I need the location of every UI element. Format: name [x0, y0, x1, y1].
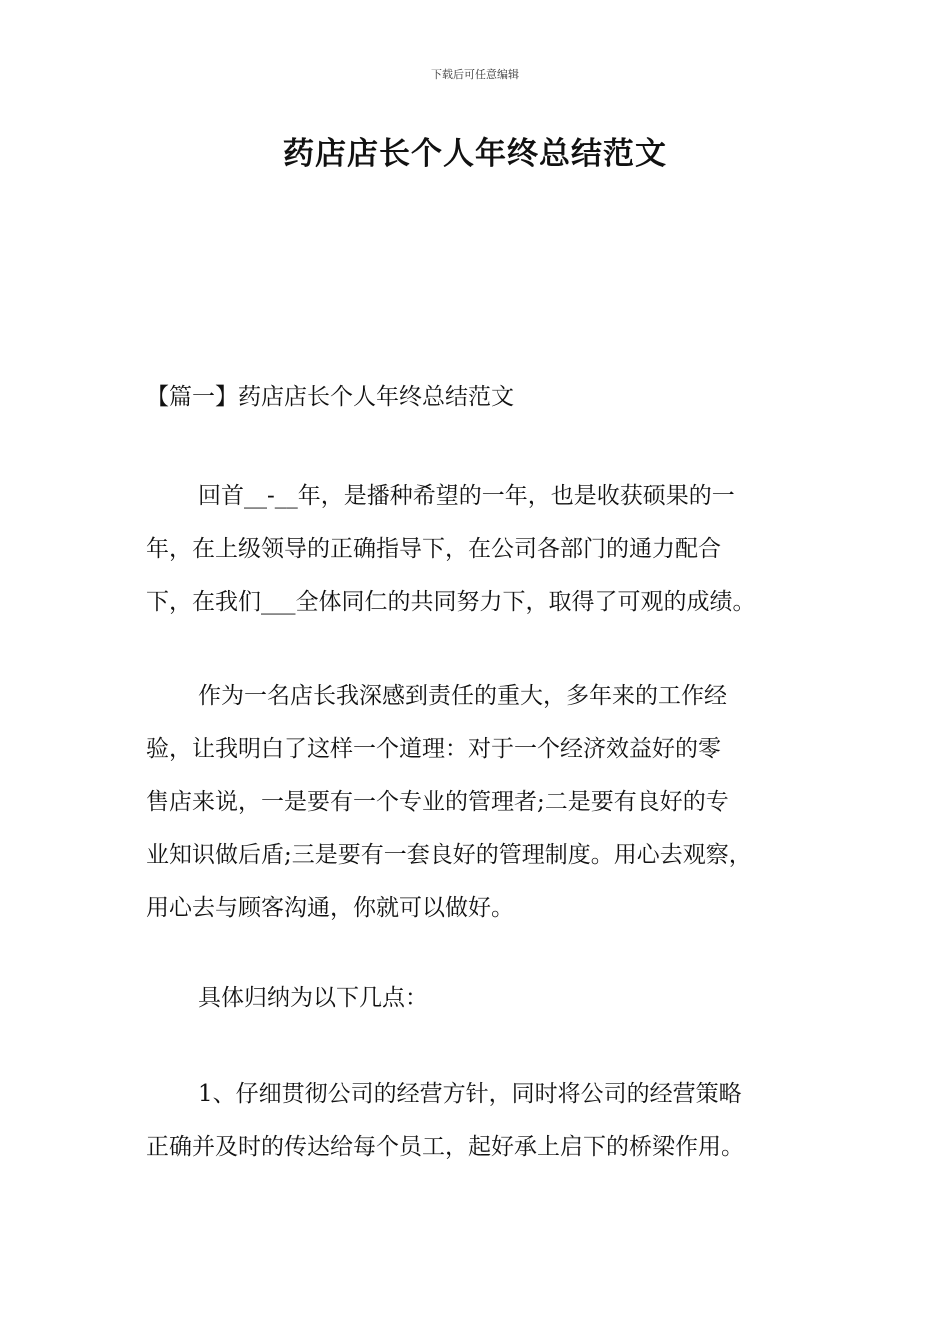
paragraph-2 — [146, 670, 826, 935]
paragraph-line: 作为一名店长我深感到责任的重大，多年来的工作经 — [198, 683, 727, 709]
paragraph-3 — [146, 972, 826, 1025]
paragraph-line: 具体归纳为以下几点： — [198, 985, 428, 1011]
paragraph-line: 用心去与顾客沟通，你就可以做好。 — [146, 895, 514, 921]
paragraph-line: 下，在我们___全体同仁的共同努力下，取得了可观的成绩。 — [146, 589, 756, 615]
section-heading: 【篇一】药店店长个人年终总结范文 — [146, 384, 514, 410]
paragraph-line: 1、仔细贯彻公司的经营方针，同时将公司的经营策略 — [198, 1081, 742, 1107]
paragraph-1 — [146, 470, 826, 629]
paragraph-line: 业知识做后盾;三是要有一套良好的管理制度。用心去观察， — [146, 842, 752, 868]
paragraph-line: 验，让我明白了这样一个道理：对于一个经济效益好的零 — [146, 736, 721, 762]
header-note: 下载后可任意编辑 — [431, 68, 519, 81]
paragraph-4 — [146, 1068, 826, 1174]
paragraph-line: 售店来说，一是要有一个专业的管理者;二是要有良好的专 — [146, 789, 729, 815]
paragraph-line: 正确并及时的传达给每个员工，起好承上启下的桥梁作用。 — [146, 1134, 744, 1160]
paragraph-line: 年，在上级领导的正确指导下，在公司各部门的通力配合 — [146, 536, 721, 562]
paragraph-line: 回首__-__年，是播种希望的一年，也是收获硕果的一 — [198, 483, 735, 509]
document-title: 药店店长个人年终总结范文 — [283, 136, 667, 172]
